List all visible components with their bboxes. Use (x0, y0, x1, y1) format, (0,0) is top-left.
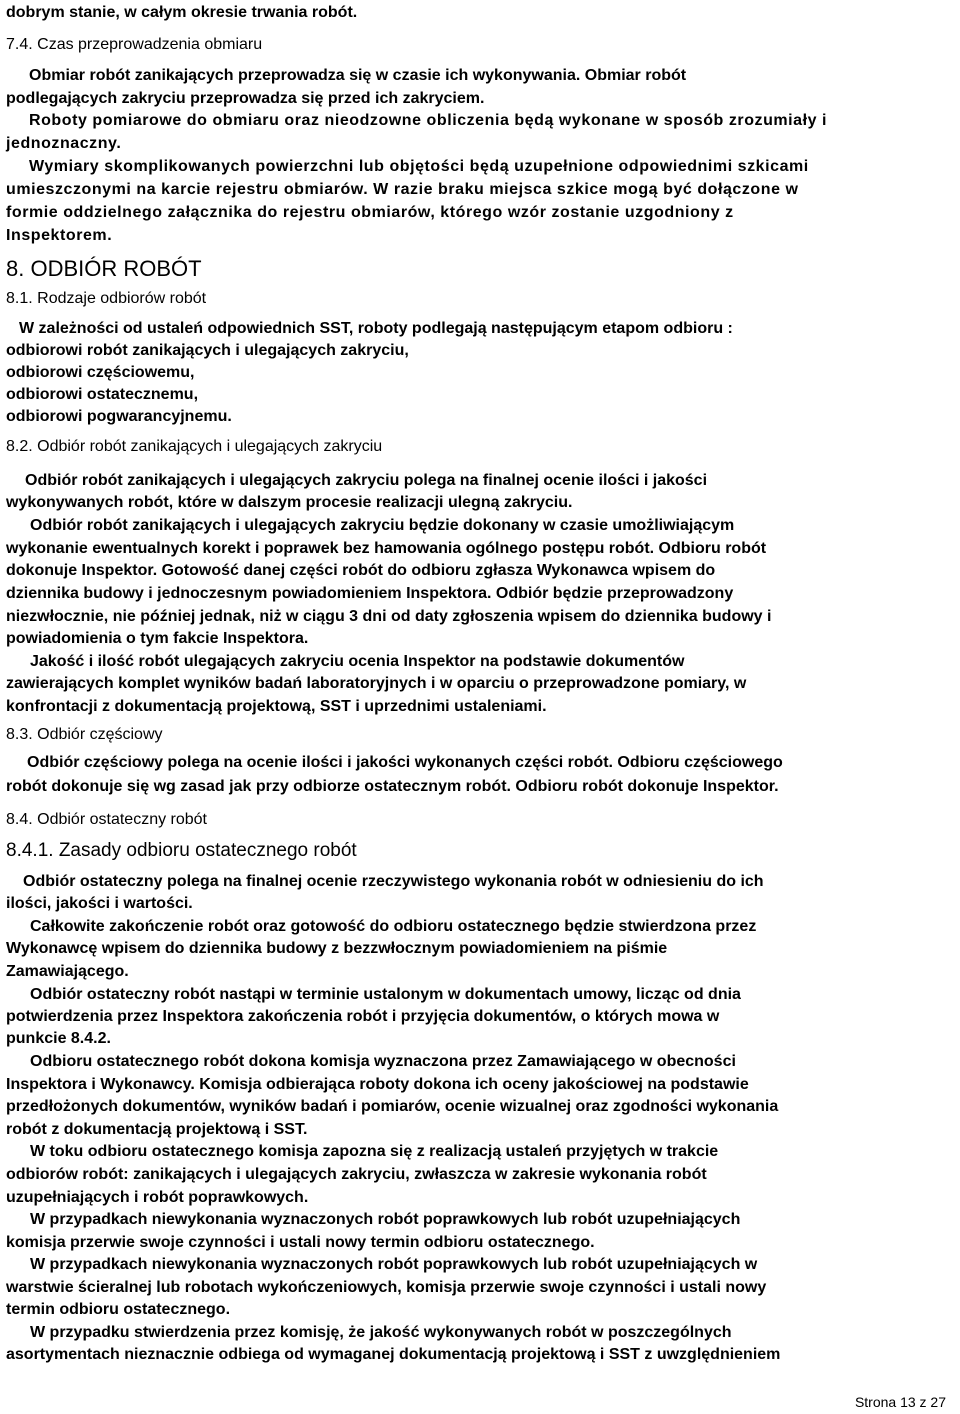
section-heading-8-4: 8.4. Odbiór ostateczny robót (6, 811, 207, 828)
list-item: odbiorowi ostatecznemu, (6, 386, 199, 403)
text-line: asortymentach nieznacznie odbiega od wymaganej dokumentacją projektową i SST z uwzględnieniem (6, 1346, 781, 1363)
text-line: W toku odbioru ostatecznego komisja zapozna się z realizacją ustaleń przyjętych w trakcie (30, 1143, 719, 1160)
page-number: Strona 13 z 27 (854, 1394, 946, 1410)
text-line: W przypadkach niewykonania wyznaczonych robót poprawkowych lub robót uzupełniających (30, 1211, 741, 1228)
text-line: W przypadku stwierdzenia przez komisję, że jakość wykonywanych robót w poszczególnych (30, 1324, 732, 1341)
text-line: wykonanie ewentualnych korekt i poprawek bez hamowania ogólnego postępu robót. Odbioru robót (6, 540, 767, 557)
list-item: odbiorowi robót zanikających i ulegających zakryciu, (6, 342, 409, 359)
text-line: konfrontacji z dokumentacją projektową, SST i uprzednimi ustaleniami. (6, 698, 547, 715)
text-line: Roboty pomiarowe do obmiaru oraz nieodzowne obliczenia będą wykonane w sposób zrozumiały i (29, 112, 828, 129)
text-line: Wykonawcę wpisem do dziennika budowy z bezzwłocznym powiadomieniem na piśmie (6, 940, 668, 957)
text-line: dziennika budowy i jednoczesnym powiadomieniem Inspektora. Odbiór będzie przeprowadzony (6, 585, 734, 602)
section-heading-7-4: 7.4. Czas przeprowadzenia obmiaru (6, 36, 263, 53)
text-line: odbiorów robót: zanikających i ulegających zakryciu, zwłaszcza w zakresie wykonania robót (6, 1166, 707, 1183)
text-line: Zamawiającego. (6, 963, 129, 980)
list-item: odbiorowi pogwarancyjnemu. (6, 408, 232, 425)
text-line: Odbiór robót zanikających i ulegających zakryciu polega na finalnej ocenie ilości i jakości (25, 472, 708, 489)
text-line: termin odbioru ostatecznego. (6, 1301, 231, 1318)
text-line: przedłożonych dokumentów, wyników badań i pomiarów, ocenie wizualnej oraz zgodności wykonania (6, 1098, 779, 1115)
section-heading-8-4-1: 8.4.1. Zasady odbioru ostatecznego robót (6, 840, 357, 861)
text-line: punkcie 8.4.2. (6, 1030, 111, 1047)
text-line: wykonywanych robót, które w dalszym procesie realizacji ulegną zakryciu. (6, 494, 573, 511)
section-heading-8: 8. ODBIÓR ROBÓT (6, 256, 202, 281)
text-line: robót z dokumentacją projektową i SST. (6, 1121, 308, 1138)
text-line: umieszczonymi na karcie rejestru obmiarów. W razie braku miejsca szkice mogą być dołączone w (6, 181, 799, 198)
text-line: zawierających komplet wyników badań laboratoryjnych i w oparciu o przeprowadzone pomiary, w (6, 675, 747, 692)
text-line: niezwłocznie, nie później jednak, niż w ciągu 3 dni od daty zgłoszenia wpisem do dziennika budowy i (6, 608, 772, 625)
text-line: komisja przerwie swoje czynności i ustali nowy termin odbioru ostatecznego. (6, 1234, 595, 1251)
text-line: Odbiór robót zanikających i ulegających zakryciu będzie dokonany w czasie umożliwiającym (30, 517, 735, 534)
section-heading-8-3: 8.3. Odbiór częściowy (6, 726, 163, 743)
text-line: Obmiar robót zanikających przeprowadza się w czasie ich wykonywania. Obmiar robót (29, 67, 687, 84)
text-line: Wymiary skomplikowanych powierzchni lub objętości będą uzupełnione odpowiednimi szkicami (29, 158, 809, 175)
section-heading-8-2: 8.2. Odbiór robót zanikających i ulegających zakryciu (6, 438, 383, 455)
text-line: dokonuje Inspektor. Gotowość danej części robót do odbioru zgłasza Wykonawca wpisem do (6, 562, 716, 579)
text-line: formie oddzielnego załącznika do rejestru obmiarów, którego wzór zostanie uzgodniony z (6, 204, 734, 221)
list-item: odbiorowi częściowemu, (6, 364, 195, 381)
text-line: powiadomienia o tym fakcie Inspektora. (6, 630, 309, 647)
text-line: uzupełniających i robót poprawkowych. (6, 1189, 309, 1206)
text-line: Odbiór ostateczny robót nastąpi w terminie ustalonym w dokumentach umowy, licząc od dnia (30, 986, 741, 1003)
text-line: Odbioru ostatecznego robót dokona komisja wyznaczona przez Zamawiającego w obecności (30, 1053, 736, 1070)
text-line: Całkowite zakończenie robót oraz gotowość do odbioru ostatecznego będzie stwierdzona przez (30, 918, 757, 935)
text-line: podlegających zakryciu przeprowadza się przed ich zakryciem. (6, 90, 485, 107)
text-line: Inspektorem. (6, 227, 113, 244)
text-line: Odbiór częściowy polega na ocenie ilości i jakości wykonanych części robót. Odbioru częściowego (27, 754, 783, 771)
text-line: Odbiór ostateczny polega na finalnej ocenie rzeczywistego wykonania robót w odniesieniu do ich (23, 873, 764, 890)
text-line: ilości, jakości i wartości. (6, 895, 193, 912)
text-line: dobrym stanie, w całym okresie trwania robót. (6, 4, 358, 21)
text-line: robót dokonuje się wg zasad jak przy odbiorze ostatecznym robót. Odbioru robót dokonuje Inspektor. (6, 778, 779, 795)
text-line: W zależności od ustaleń odpowiednich SST, roboty podlegają następującym etapom odbioru : (19, 320, 733, 337)
text-line: potwierdzenia przez Inspektora zakończenia robót i przyjęcia dokumentów, o których mowa w (6, 1008, 720, 1025)
text-line: Inspektora i Wykonawcy. Komisja odbierająca roboty dokona ich oceny jakościowej na podstawie (6, 1076, 749, 1093)
text-line: jednoznaczny. (6, 135, 122, 152)
section-heading-8-1: 8.1. Rodzaje odbiorów robót (6, 290, 207, 307)
text-line: Jakość i ilość robót ulegających zakryciu ocenia Inspektor na podstawie dokumentów (30, 653, 685, 670)
text-line: warstwie ścieralnej lub robotach wykończeniowych, komisja przerwie swoje czynności i ustali nowy (6, 1279, 767, 1296)
text-line: W przypadkach niewykonania wyznaczonych robót poprawkowych lub robót uzupełniających w (30, 1256, 758, 1273)
